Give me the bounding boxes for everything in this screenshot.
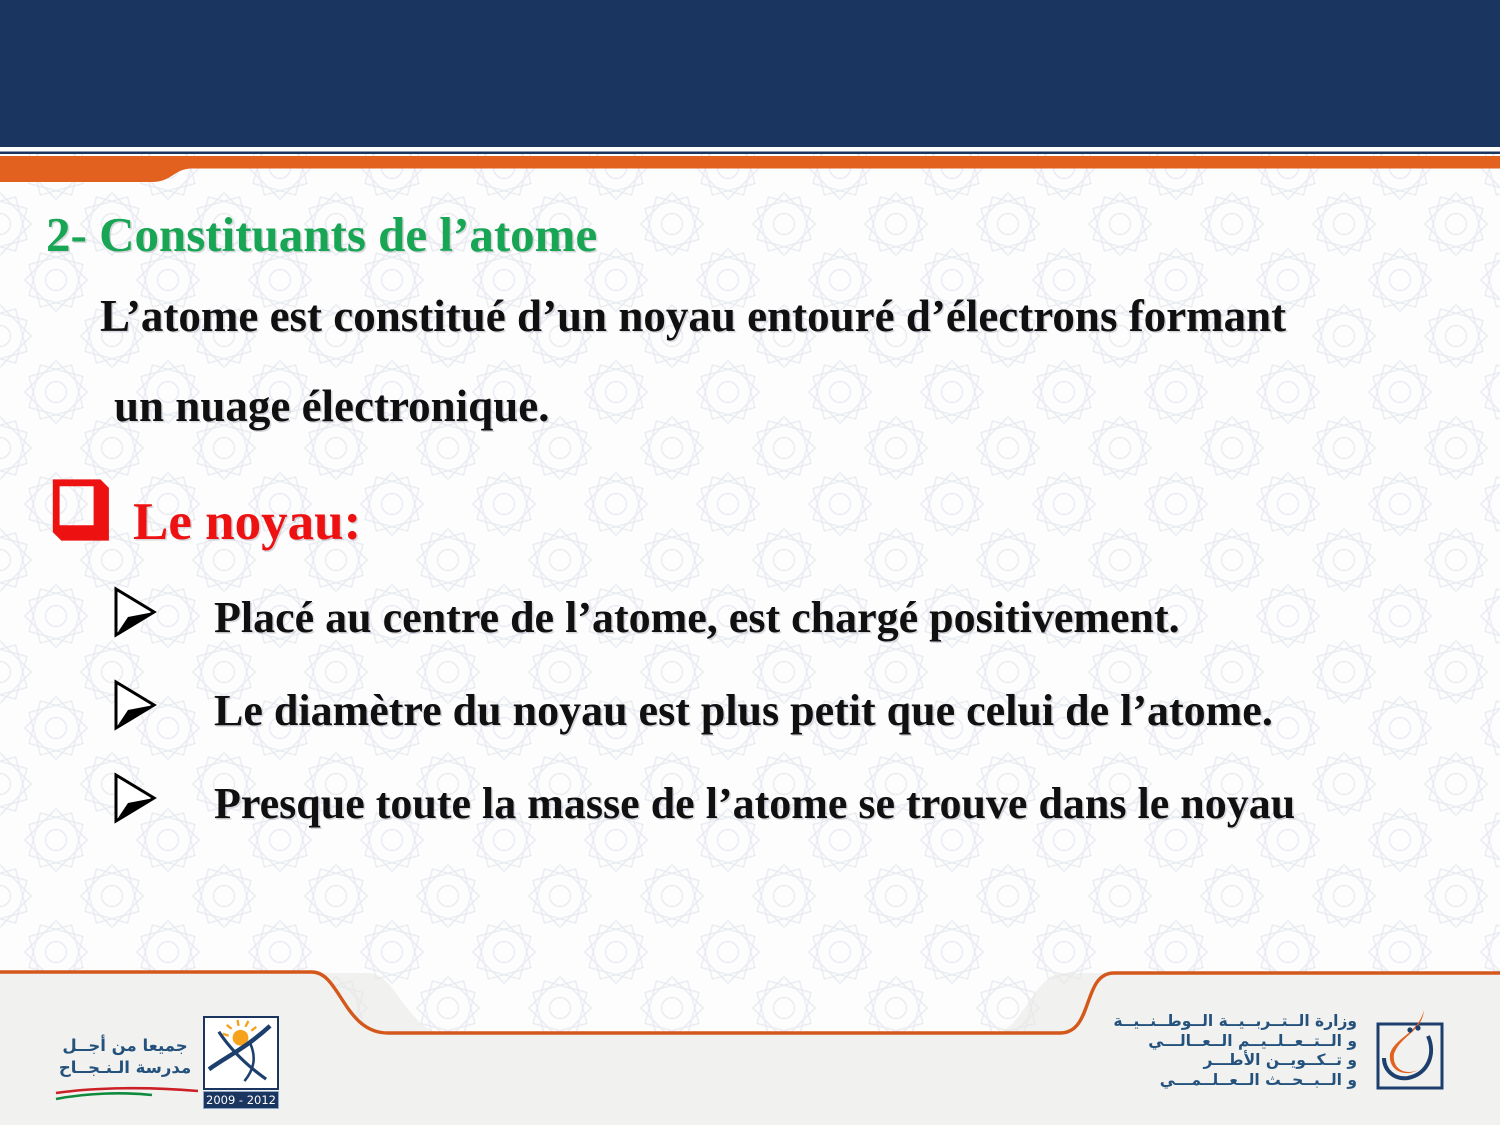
bullet-text: Presque toute la masse de l’atome se trouve dans le noyau bbox=[214, 779, 1296, 828]
bullet-text: Placé au centre de l’atome, est chargé positivement. bbox=[214, 593, 1180, 642]
slide-title: 2- Constituants de l’atome bbox=[46, 207, 598, 262]
ministry-line-2: و الــتــعــلــيــم الــعــالـــي bbox=[1148, 1031, 1357, 1050]
intro-line-2: un nuage électronique. bbox=[114, 381, 550, 431]
bullet-item bbox=[112, 677, 1492, 747]
ministry-line-3: و تــكــويــن الأطـــر bbox=[1203, 1051, 1357, 1069]
arrowhead-icon bbox=[112, 772, 158, 824]
school-logo-years: 2009 - 2012 bbox=[203, 1091, 279, 1109]
section-label: Le noyau: bbox=[133, 493, 362, 551]
ministry-line-1: وزارة الــتــربــيــة الــوطــنــيــة bbox=[1113, 1012, 1357, 1030]
arrowhead-icon bbox=[112, 679, 158, 731]
school-slogan-line1: جميعا من أجــل bbox=[62, 1036, 188, 1055]
intro-line-1: L’atome est constitué d’un noyau entouré d’électrons formant bbox=[100, 291, 1287, 341]
bullet-item bbox=[112, 584, 1492, 654]
school-slogan-line2: مدرسة الـنـجــاح bbox=[58, 1058, 192, 1077]
arrowhead-icon bbox=[112, 586, 158, 638]
bullet-text: Le diamètre du noyau est plus petit que celui de l’atome. bbox=[214, 686, 1273, 735]
ministry-line-4: و الــبــحــث الــعــلــمـــي bbox=[1159, 1070, 1357, 1089]
bullet-item bbox=[112, 770, 1492, 840]
square-bullet-icon bbox=[46, 476, 114, 544]
